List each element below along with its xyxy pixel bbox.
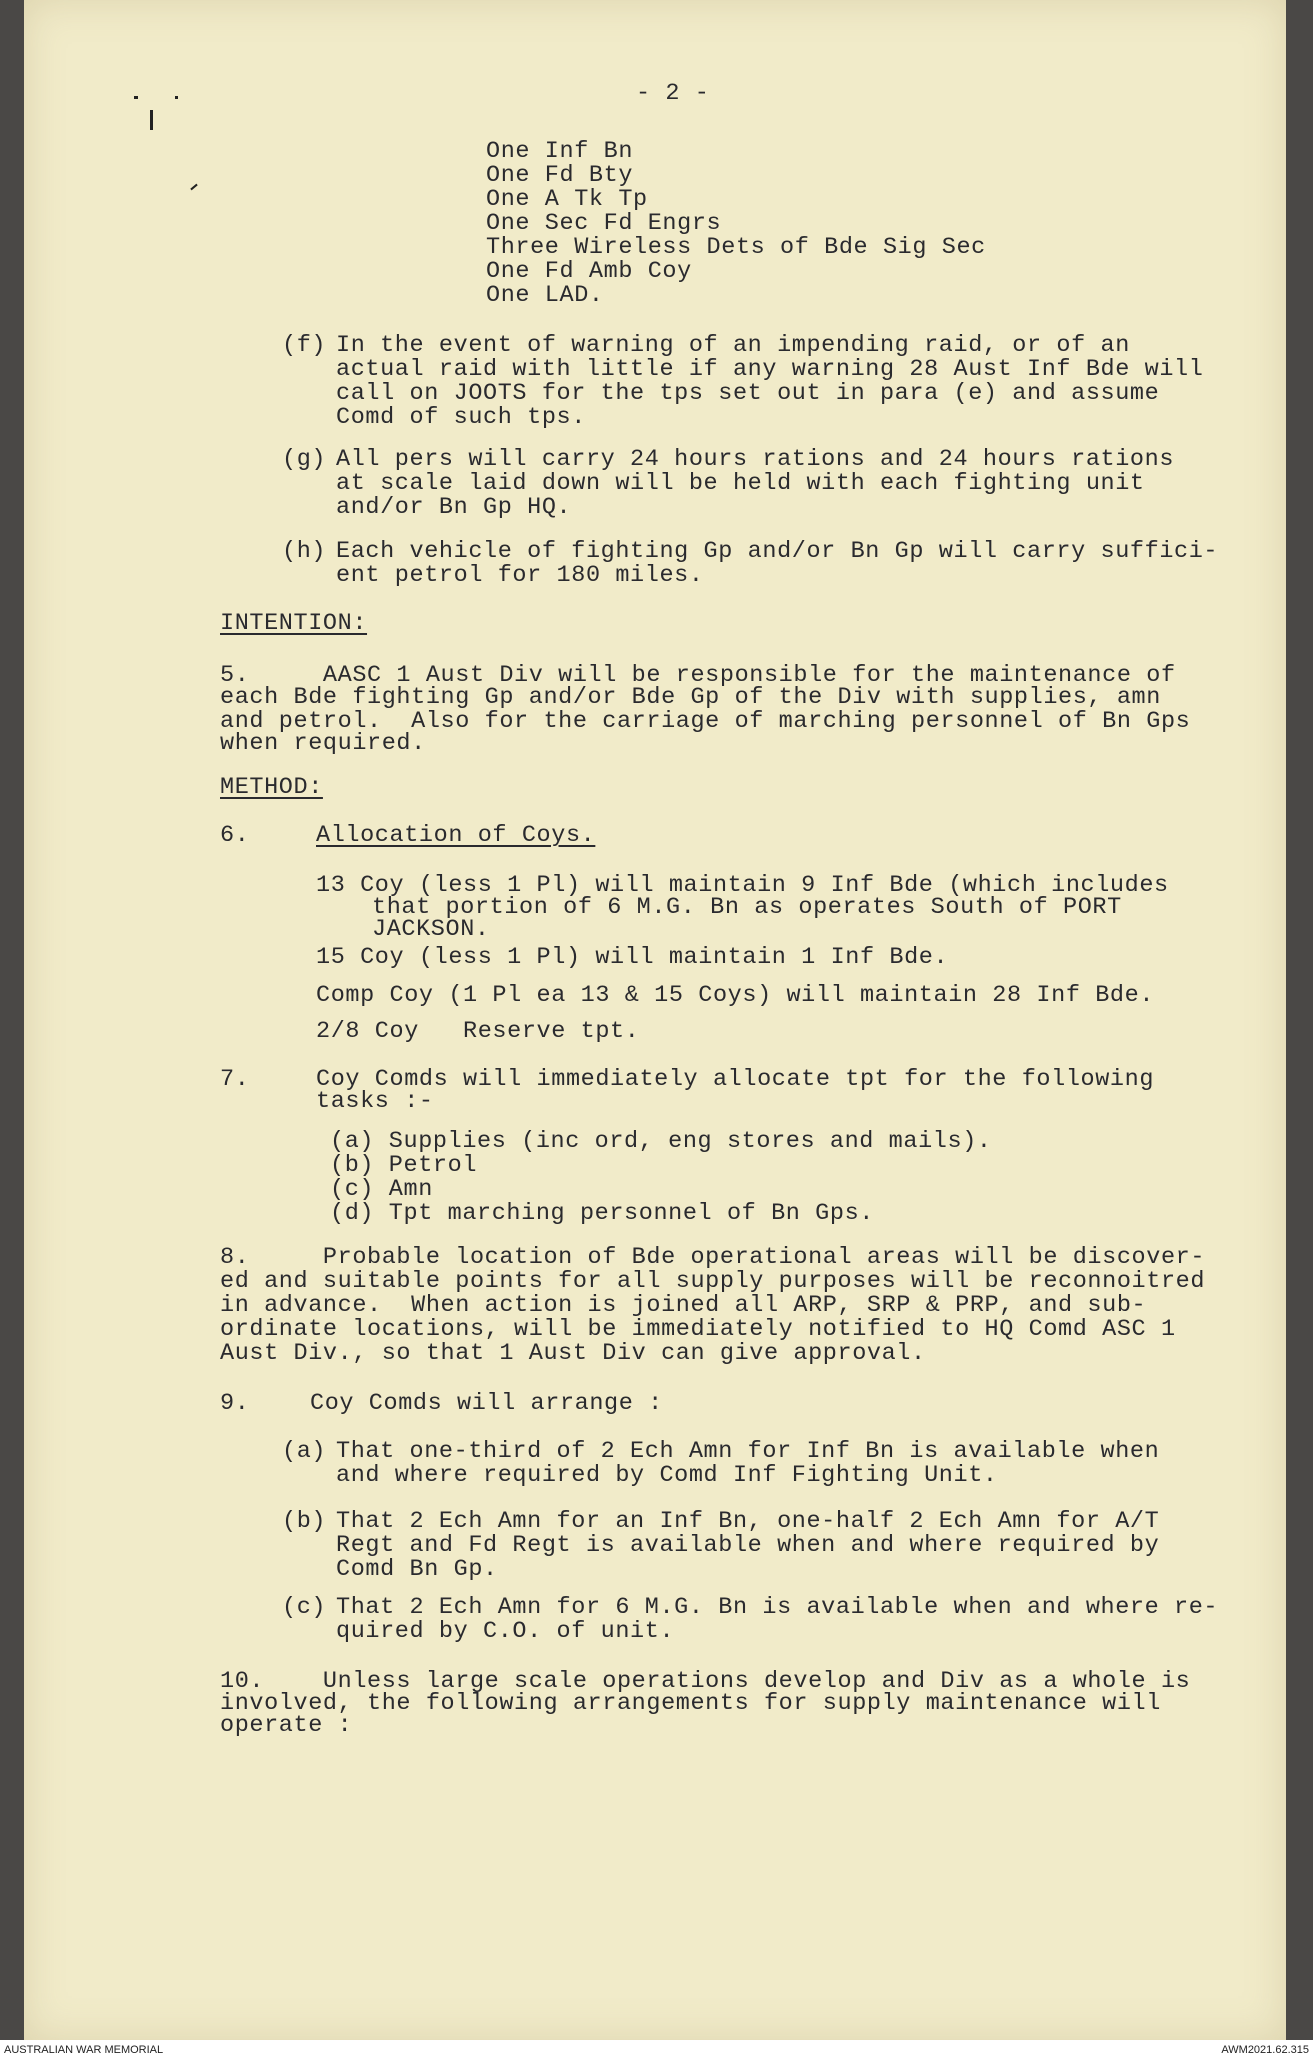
para-g-line: and/or Bn Gp HQ. bbox=[336, 494, 572, 521]
para-9a-line: That one-third of 2 Ech Amn for Inf Bn is available when bbox=[336, 1438, 1160, 1465]
para-7-item: (a) Supplies (inc ord, eng stores and mails). bbox=[330, 1128, 992, 1155]
para-8-line: ordinate locations, will be immediately notified to HQ Comd ASC 1 bbox=[220, 1316, 1176, 1343]
para-8-line: Aust Div., so that 1 Aust Div can give approval. bbox=[220, 1340, 926, 1367]
para-7-item: (b) Petrol bbox=[330, 1152, 478, 1179]
para-7-item: (c) Amn bbox=[330, 1176, 433, 1203]
para-5-line: 5. AASC 1 Aust Div will be responsible for the maintenance of bbox=[220, 662, 1176, 689]
para-6-heading: Allocation of Coys. bbox=[316, 822, 596, 849]
unit-list-item: Three Wireless Dets of Bde Sig Sec bbox=[486, 234, 986, 261]
para-9a-line: and where required by Comd Inf Fighting Unit. bbox=[336, 1462, 998, 1489]
para-6-line: that portion of 6 M.G. Bn as operates South of PORT bbox=[372, 894, 1122, 921]
ink-mark bbox=[175, 96, 178, 99]
para-6-line: 2/8 Coy Reserve tpt. bbox=[316, 1018, 640, 1045]
para-7-line: Coy Comds will immediately allocate tpt for the following bbox=[316, 1066, 1155, 1093]
para-h-line: Each vehicle of fighting Gp and/or Bn Gp will carry suffici- bbox=[336, 538, 1219, 565]
ink-mark bbox=[190, 184, 197, 191]
para-h-label: (h) bbox=[282, 538, 327, 565]
para-8-line: in advance. When action is joined all ARP, SRP & PRP, and sub- bbox=[220, 1292, 1147, 1319]
ink-mark bbox=[134, 96, 138, 99]
footer-reference: AWM2021.62.315 bbox=[1221, 2044, 1309, 2056]
para-9-number: 9. bbox=[220, 1390, 250, 1417]
unit-list-item: One Fd Amb Coy bbox=[486, 258, 692, 285]
para-f-line: In the event of warning of an impending raid, or of an bbox=[336, 332, 1130, 359]
para-9-intro: Coy Comds will arrange : bbox=[310, 1390, 663, 1417]
para-9c-line: quired by C.O. of unit. bbox=[336, 1618, 675, 1645]
footer-institution: AUSTRALIAN WAR MEMORIAL bbox=[4, 2044, 164, 2056]
para-9a-label: (a) bbox=[282, 1438, 327, 1465]
para-10-line: operate : bbox=[220, 1712, 353, 1739]
unit-list-item: One Inf Bn bbox=[486, 138, 634, 165]
unit-list-item: One A Tk Tp bbox=[486, 186, 648, 213]
unit-list-item: One Fd Bty bbox=[486, 162, 634, 189]
para-9c-label: (c) bbox=[282, 1594, 327, 1621]
para-9b-line: That 2 Ech Amn for an Inf Bn, one-half 2 Ech Amn for A/T bbox=[336, 1508, 1160, 1535]
unit-list-item: One Sec Fd Engrs bbox=[486, 210, 722, 237]
archive-footer bbox=[0, 2040, 1313, 2061]
para-6-number: 6. bbox=[220, 822, 250, 849]
para-6-line: 15 Coy (less 1 Pl) will maintain 1 Inf Bde. bbox=[316, 944, 949, 971]
para-f-label: (f) bbox=[282, 332, 327, 359]
para-5-line: and petrol. Also for the carriage of marching personnel of Bn Gps bbox=[220, 708, 1191, 735]
para-7-line: tasks :- bbox=[316, 1088, 434, 1115]
para-h-line: ent petrol for 180 miles. bbox=[336, 562, 704, 589]
para-10-line: involved, the following arrangements for supply maintenance will bbox=[220, 1690, 1161, 1717]
para-7-number: 7. bbox=[220, 1066, 250, 1093]
para-10-line: 10. Unless large scale operations develop and Div as a whole is bbox=[220, 1668, 1191, 1695]
para-6-line: 13 Coy (less 1 Pl) will maintain 9 Inf Bde (which includes bbox=[316, 872, 1169, 899]
para-g-label: (g) bbox=[282, 446, 327, 473]
para-8-line: 8. Probable location of Bde operational areas will be discover- bbox=[220, 1244, 1206, 1271]
para-g-line: All pers will carry 24 hours rations and 24 hours rations bbox=[336, 446, 1175, 473]
para-f-line: Comd of such tps. bbox=[336, 404, 586, 431]
para-7-item: (d) Tpt marching personnel of Bn Gps. bbox=[330, 1200, 874, 1227]
para-9c-line: That 2 Ech Amn for 6 M.G. Bn is available when and where re- bbox=[336, 1594, 1219, 1621]
para-6-line: JACKSON. bbox=[372, 916, 490, 943]
para-5-line: when required. bbox=[220, 730, 426, 757]
para-5-line: each Bde fighting Gp and/or Bde Gp of the Div with supplies, amn bbox=[220, 684, 1161, 711]
para-f-line: actual raid with little if any warning 28 Aust Inf Bde will bbox=[336, 356, 1204, 383]
para-g-line: at scale laid down will be held with each fighting unit bbox=[336, 470, 1145, 497]
method-heading: METHOD: bbox=[220, 774, 323, 801]
unit-list-item: One LAD. bbox=[486, 282, 604, 309]
para-9b-label: (b) bbox=[282, 1508, 327, 1535]
para-8-line: ed and suitable points for all supply purposes will be reconnoitred bbox=[220, 1268, 1206, 1295]
ink-mark bbox=[150, 110, 153, 130]
para-9b-line: Regt and Fd Regt is available when and where required by bbox=[336, 1532, 1160, 1559]
intention-heading: INTENTION: bbox=[220, 610, 368, 637]
para-f-line: call on JOOTS for the tps set out in para (e) and assume bbox=[336, 380, 1160, 407]
document-page bbox=[24, 0, 1286, 2040]
para-9b-line: Comd Bn Gp. bbox=[336, 1556, 498, 1583]
page-number: - 2 - bbox=[636, 80, 710, 107]
para-6-line: Comp Coy (1 Pl ea 13 & 15 Coys) will maintain 28 Inf Bde. bbox=[316, 982, 1155, 1009]
